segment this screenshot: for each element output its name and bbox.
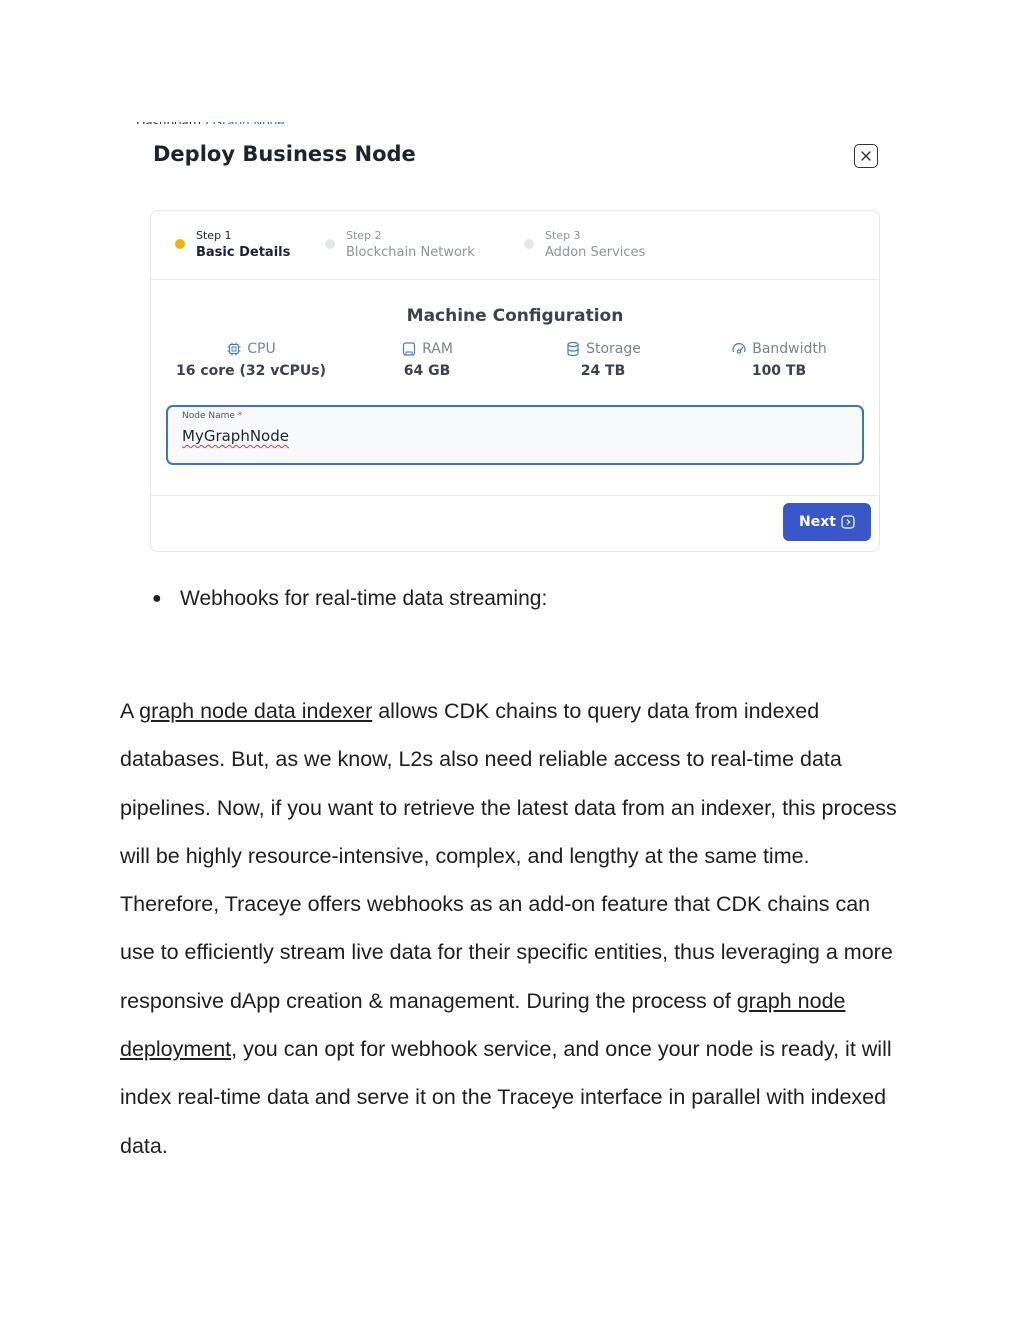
step-number: Step 2: [346, 229, 382, 242]
required-mark: *: [237, 411, 243, 421]
spec-value: 16 core (32 vCPUs): [175, 363, 327, 379]
close-button[interactable]: [854, 144, 878, 168]
step-number: Step 1: [196, 229, 232, 242]
node-name-input[interactable]: MyGraphNode: [182, 427, 289, 445]
storage-icon: [565, 341, 581, 357]
bandwidth-icon: [731, 341, 747, 357]
spec-label: Storage: [586, 341, 641, 357]
spec-storage: [518, 341, 688, 379]
spec-value: 24 TB: [580, 363, 626, 379]
spec-ram: [342, 341, 512, 379]
step-number: Step 3: [545, 229, 581, 242]
next-label: Next: [799, 514, 836, 530]
link-graph-node-deployment[interactable]: graph node deployment: [120, 988, 846, 1062]
card-divider: [151, 495, 879, 496]
deploy-node-modal: [126, 124, 902, 574]
step-indicator-active: [175, 239, 185, 249]
embedded-screenshot: [122, 122, 906, 576]
close-icon: [860, 150, 872, 162]
step-name: Blockchain Network: [346, 245, 475, 260]
para-text-1: A: [120, 699, 140, 723]
bullet-text: Webhooks for real-time data streaming:: [180, 587, 548, 610]
step-name: Addon Services: [545, 245, 646, 260]
para-text-2: allows CDK chains to query data from indexed databases. But, as we know, L2s also need reliable access to real-time data pipelines. Now, if you want to retrieve the latest data from an indexer, this process will be highly resource-intensive, complex, and lengthy at the same time. Therefore, Traceye offers webhooks as an add-on feature that CDK chains can use to efficiently stream live data for their specific entities, thus leveraging a more responsive dApp creation & management. During the process of: [120, 699, 897, 1013]
node-name-field[interactable]: [166, 405, 864, 465]
chevron-right-icon: [841, 515, 855, 529]
spec-label: Bandwidth: [752, 341, 827, 357]
body-paragraph: [120, 687, 910, 1170]
link-graph-node-data-indexer[interactable]: graph node data indexer: [139, 699, 373, 723]
modal-title: Deploy Business Node: [153, 142, 416, 166]
spec-label: RAM: [422, 341, 453, 357]
node-name-label-text: Node Name: [182, 411, 235, 421]
next-button[interactable]: [783, 503, 871, 541]
wizard-card: [150, 210, 880, 552]
cpu-icon: [226, 341, 242, 357]
step-indicator: [524, 239, 534, 249]
spec-cpu: [166, 341, 336, 379]
spec-value: 100 TB: [751, 363, 807, 379]
ram-icon: [401, 341, 417, 357]
bullet-icon: ●: [152, 590, 162, 607]
bullet-item: [152, 587, 547, 611]
step-name: Basic Details: [196, 245, 291, 260]
step-indicator: [325, 239, 335, 249]
node-name-label: [182, 411, 242, 421]
spec-bandwidth: [694, 341, 864, 379]
spec-value: 64 GB: [403, 363, 451, 379]
machine-config-title: Machine Configuration: [406, 306, 624, 326]
spec-label: CPU: [247, 341, 276, 357]
para-text-3: , you can opt for webhook service, and once your node is ready, it will index real-time data and serve it on the Traceye interface in parallel with indexed data.: [120, 1037, 892, 1158]
stepper: [151, 211, 879, 280]
